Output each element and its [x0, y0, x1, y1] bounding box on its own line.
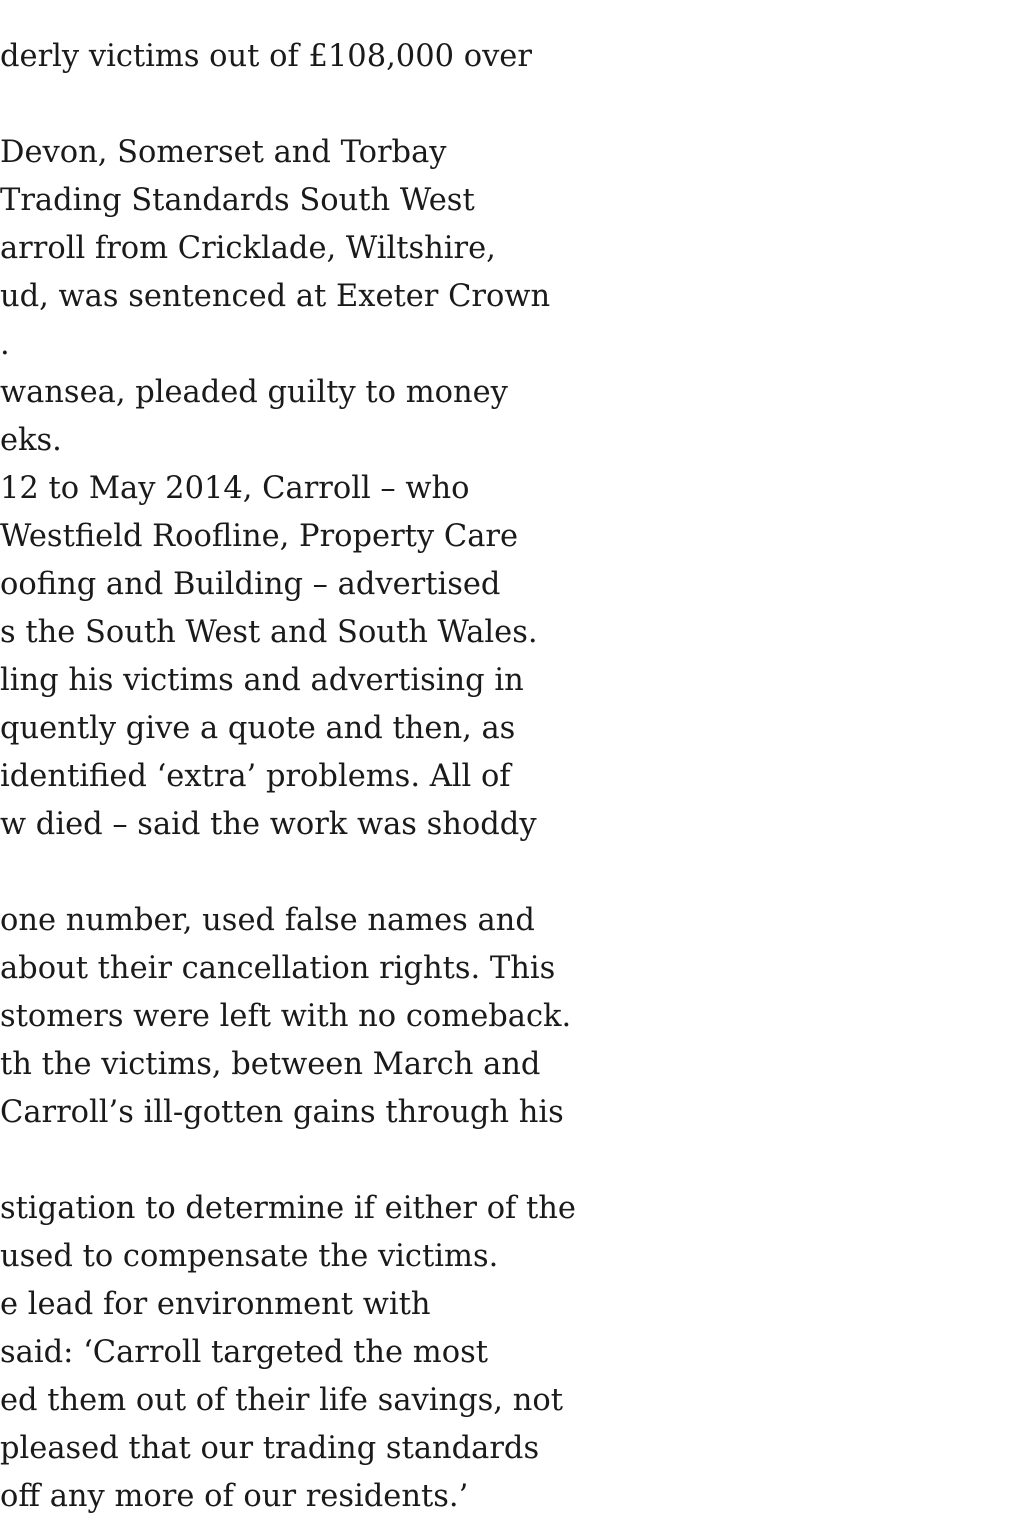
article-line: Devon, Somerset and Torbay [0, 135, 447, 170]
article-line: Trading Standards South West [0, 183, 475, 218]
article-line: s the South West and South Wales. [0, 615, 538, 650]
article-line: ud, was sentenced at Exeter Crown [0, 279, 551, 314]
article-line: arroll from Cricklade, Wiltshire, [0, 231, 496, 266]
article-line: th the victims, between March and [0, 1047, 541, 1082]
article-line: one number, used false names and [0, 903, 535, 938]
article-line: oofing and Building – advertised [0, 567, 501, 602]
article-line: ling his victims and advertising in [0, 663, 524, 698]
article-line: stigation to determine if either of the [0, 1191, 576, 1226]
article-line: wansea, pleaded guilty to money [0, 375, 508, 410]
article-line: eks. [0, 423, 62, 458]
article-line: derly victims out of £108,000 over [0, 39, 532, 74]
article-line: about their cancellation rights. This [0, 951, 556, 986]
article-line: 12 to May 2014, Carroll – who [0, 471, 470, 506]
article-line: ed them out of their life savings, not [0, 1383, 563, 1418]
article-line: pleased that our trading standards [0, 1431, 540, 1466]
article-line: stomers were left with no comeback. [0, 999, 572, 1034]
article-line: Westfield Roofline, Property Care [0, 519, 519, 554]
article-line: used to compensate the victims. [0, 1239, 499, 1274]
article-line: . [0, 327, 10, 362]
article-line: off any more of our residents.’ [0, 1479, 469, 1514]
article-line: quently give a quote and then, as [0, 711, 516, 746]
article-line: w died – said the work was shoddy [0, 807, 537, 842]
article-line: identified ‘extra’ problems. All of [0, 759, 511, 794]
article-line: said: ‘Carroll targeted the most [0, 1335, 488, 1370]
article-line: Carroll’s ill-gotten gains through his [0, 1095, 564, 1130]
article-line: e lead for environment with [0, 1287, 431, 1322]
